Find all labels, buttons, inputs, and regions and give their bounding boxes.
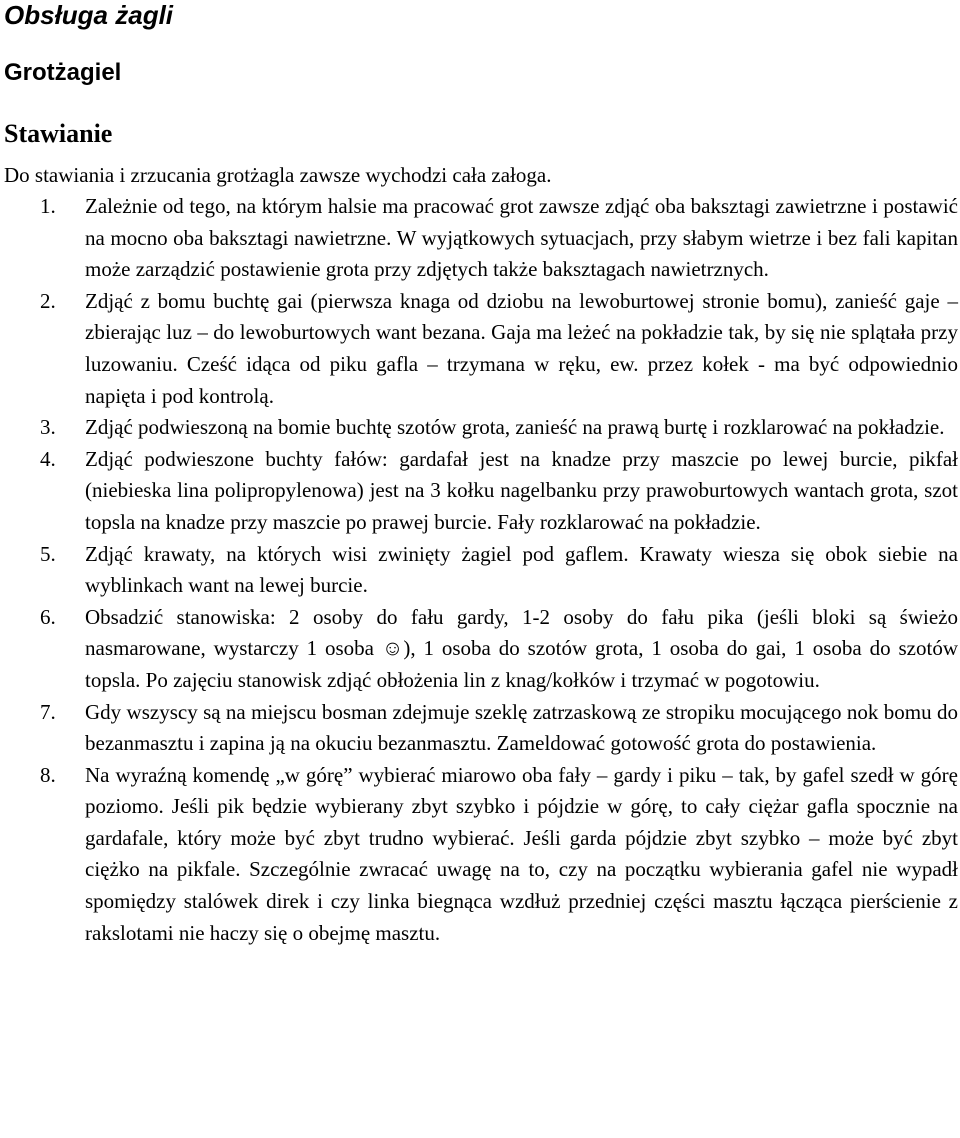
step-text: Zdjąć krawaty, na których wisi zwinięty żagiel pod gaflem. Krawaty wiesza się obok siebie na wyblinkach want na lewej burcie. xyxy=(85,541,958,598)
intro-paragraph: Do stawiania i zrzucania grotżagla zawsze wychodzi cała załoga. xyxy=(4,163,552,187)
document-title: Obsługa żagli xyxy=(4,0,174,30)
step-item xyxy=(0,602,960,697)
section-title: Stawianie xyxy=(4,119,113,148)
step-item xyxy=(0,191,960,286)
step-number: 8. xyxy=(40,762,56,787)
step-item xyxy=(0,286,960,412)
step-text: Zdjąć podwieszoną na bomie buchtę szotów grota, zanieść na prawą burtę i rozklarować na pokładzie. xyxy=(85,415,945,440)
step-text: Zdjąć podwieszone buchty fałów: gardafał jest na knadze przy maszcie po lewej burcie, pikfał (niebieska lina polipropylenowa) jest na 3 kołku nagelbanku przy prawoburtowych wantach grota, szot topsla na knadze przy maszcie po prawej burcie. Fały rozklarować na pokładzie. xyxy=(85,446,958,534)
step-number: 7. xyxy=(40,699,56,724)
step-number: 6. xyxy=(40,604,56,629)
step-item xyxy=(0,697,960,760)
step-text: Obsadzić stanowiska: 2 osoby do fału gardy, 1-2 osoby do fału pika (jeśli bloki są świeżo nasmarowane, wystarczy 1 osoba ☺), 1 osoba do szotów grota, 1 osoba do gai, 1 osoba do szotów topsla. Po zajęciu stanowisk zdjąć obłożenia lin z knag/kołków i trzymać w pogotowiu. xyxy=(85,604,958,692)
step-number: 2. xyxy=(40,288,56,313)
step-text: Na wyraźną komendę „w górę” wybierać miarowo oba fały – gardy i piku – tak, by gafel szedł w górę poziomo. Jeśli pik będzie wybierany zbyt szybko i pójdzie w górę, to cały ciężar gafla spocznie na gardafale, który może być zbyt trudno wybierać. Jeśli garda pójdzie zbyt szybko – może być zbyt ciężko na pikfale. Szczególnie zwracać uwagę na to, czy na początku wybierania gafel nie wypadł spomiędzy stalówek direk i czy linka biegnąca wzdłuż przedniej części masztu łącząca pierścienie z rakslotami nie haczy się o obejmę masztu. xyxy=(85,762,958,945)
step-item xyxy=(0,760,960,950)
step-number: 4. xyxy=(40,446,56,471)
steps-list xyxy=(0,191,960,949)
subsection-title: Grotżagiel xyxy=(4,59,122,86)
step-text: Zależnie od tego, na którym halsie ma pracować grot zawsze zdjąć oba baksztagi zawietrzne i postawić na mocno oba baksztagi nawietrzne. W wyjątkowych sytuacjach, przy słabym wietrze i bez fali kapitan może zarządzić postawienie grota przy zdjętych także baksztagach nawietrznych. xyxy=(85,194,958,282)
step-number: 3. xyxy=(40,415,56,440)
step-text: Gdy wszyscy są na miejscu bosman zdejmuje szeklę zatrzaskową ze stropiku mocującego nok bomu do bezanmasztu i zapina ją na okuciu bezanmasztu. Zameldować gotowość grota do postawienia. xyxy=(85,699,958,756)
step-number: 5. xyxy=(40,541,56,566)
step-item xyxy=(0,412,960,444)
step-text: Zdjąć z bomu buchtę gai (pierwsza knaga od dziobu na lewoburtowej stronie bomu), zanieść gaje – zbierając luz – do lewoburtowych want bezana. Gaja ma leżeć na pokładzie tak, by się nie splątała przy luzowaniu. Cześć idąca od piku gafla – trzymana w ręku, ew. przez kołek - ma być odpowiednio napięta i pod kontrolą. xyxy=(85,288,958,408)
step-item xyxy=(0,539,960,602)
step-number: 1. xyxy=(40,194,56,218)
step-item xyxy=(0,444,960,539)
